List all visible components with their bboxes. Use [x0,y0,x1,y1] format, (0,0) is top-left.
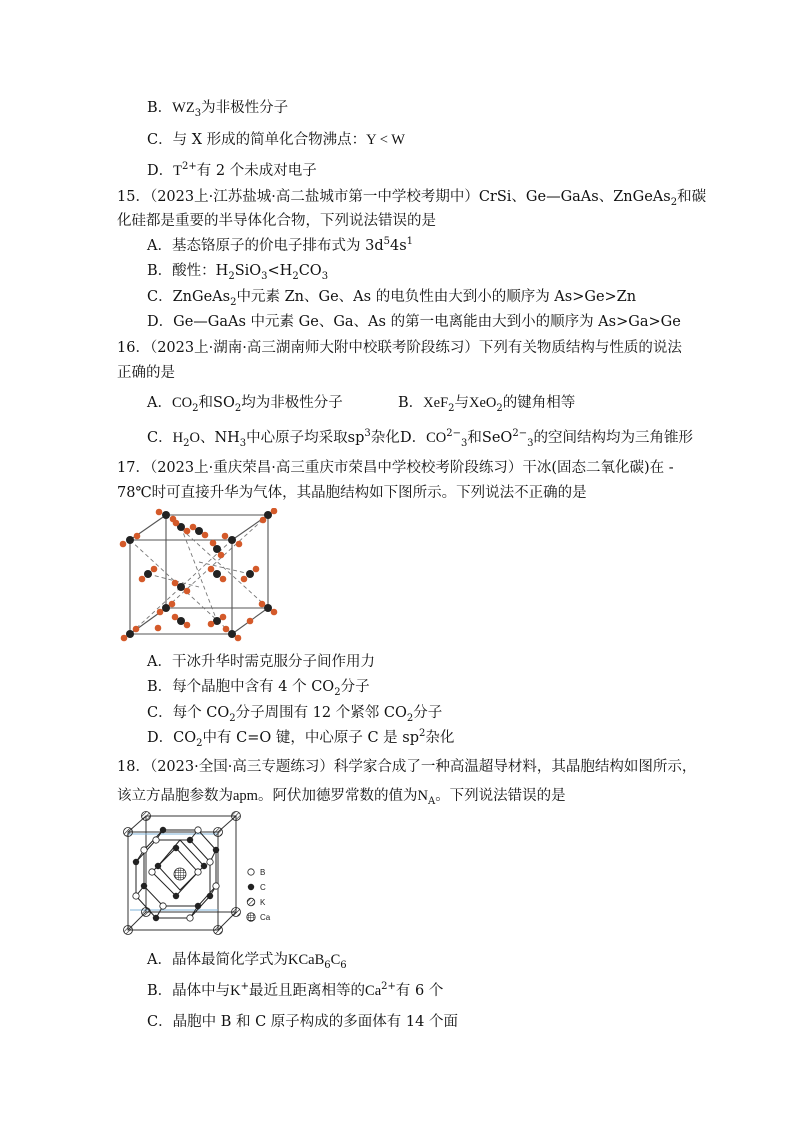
legend-label-c: C [260,883,266,892]
q17-stem-line2: 78℃时可直接升华为气体，其晶胞结构如下图所示。下列说法不正确的是 [117,485,587,501]
q16-option-b: B．XeF$_2$与XeO$_2$的键角相等 [398,395,576,414]
q15-option-c: C．ZnGeAs$_2$中元素 Zn、Ge、As 的电负性由大到小的顺序为 As>Ge>Zn [147,289,637,308]
q16-option-a: A．$CO_2$和$SO_2$均为非极性分子 [147,395,343,414]
q16-stem-line2: 正确的是 [117,365,175,381]
q16-stem-line1: 16．（2023上·湖南·高三湖南师大附中校联考阶段练习）下列有关物质结构与性质的说法 [117,340,682,356]
legend-calcium-marker [247,913,255,921]
legend-label-b: B [260,868,266,877]
q17-option-b: B．每个晶胞中含有 4 个 $CO_2$分子 [147,679,370,698]
q15-option-b: B．酸性：$H_2SiO_3<H_2CO_3$ [147,263,329,282]
figure-legend [247,868,271,922]
legend-boron-marker [248,869,254,875]
legend-label-ca: Ca [260,913,271,922]
q17-option-a: A．干冰升华时需克服分子间作用力 [147,654,375,670]
q18-option-a: A．晶体最简化学式为$KCaB_6C_6$ [147,952,347,971]
q14-option-d: D．$T^{2+}$有 2 个未成对电子 [147,161,317,179]
legend-carbon-marker [248,884,254,890]
superconductor-unit-cell-figure [118,810,288,940]
q14-option-c: C．与 X 形成的简单化合物沸点：Y < W [147,132,405,148]
cell-front-face [128,832,218,930]
q17-option-c: C．每个 $CO_2$分子周围有 12 个紧邻 $CO_2$分子 [147,705,443,724]
q18-stem-line1: 18．（2023·全国·高三专题练习）科学家合成了一种高温超导材料，其晶胞结构如图所示， [117,759,697,775]
q15-option-a: A．基态铬原子的价电子排布式为 $3d^54s^1$ [147,236,414,254]
q14-option-b: B．$WZ_3$为非极性分子 [147,100,289,119]
q16-option-c: C．$H_2O$、$NH_3$中心原子均采取$sp^3$杂化 [147,428,400,449]
q18-option-c: C．晶胞中 B 和 C 原子构成的多面体有 14 个面 [147,1014,458,1030]
q15-stem-line1: 15．（2023上·江苏盐城·高二盐城市第一中学校考期中）CrSi、Ge—GaAs、ZnGeAs$_2$和碳 [117,189,707,208]
dry-ice-unit-cell-figure [118,508,290,643]
q17-stem-line1: 17．（2023上·重庆荣昌·高三重庆市荣昌中学校校考阶段练习）干冰(固态二氧化碳)在 - [117,460,674,476]
legend-potassium-marker [247,898,255,906]
q18-stem-line2: 该立方晶胞参数为apm。阿伏加德罗常数的值为$N_A$。下列说法错误的是 [117,788,566,807]
q17-option-d: D．$CO_2$中有 C=O 键，中心原子 C 是 $sp^2$杂化 [147,728,455,749]
legend-label-k: K [260,898,266,907]
q18-option-b: B．晶体中与K+最近且距离相等的$Ca^{2+}$有 6 个 [147,981,444,999]
q15-stem-line2: 化硅都是重要的半导体化合物，下列说法错误的是 [117,213,436,229]
q15-option-d: D．Ge—GaAs 中元素 Ge、Ga、As 的第一电离能由大到小的顺序为 As>Ga>Ge [147,314,681,330]
q16-option-d: D．$CO^{2-}_3$和SeO$^{2-}_3$的空间结构均为三角锥形 [400,428,693,449]
